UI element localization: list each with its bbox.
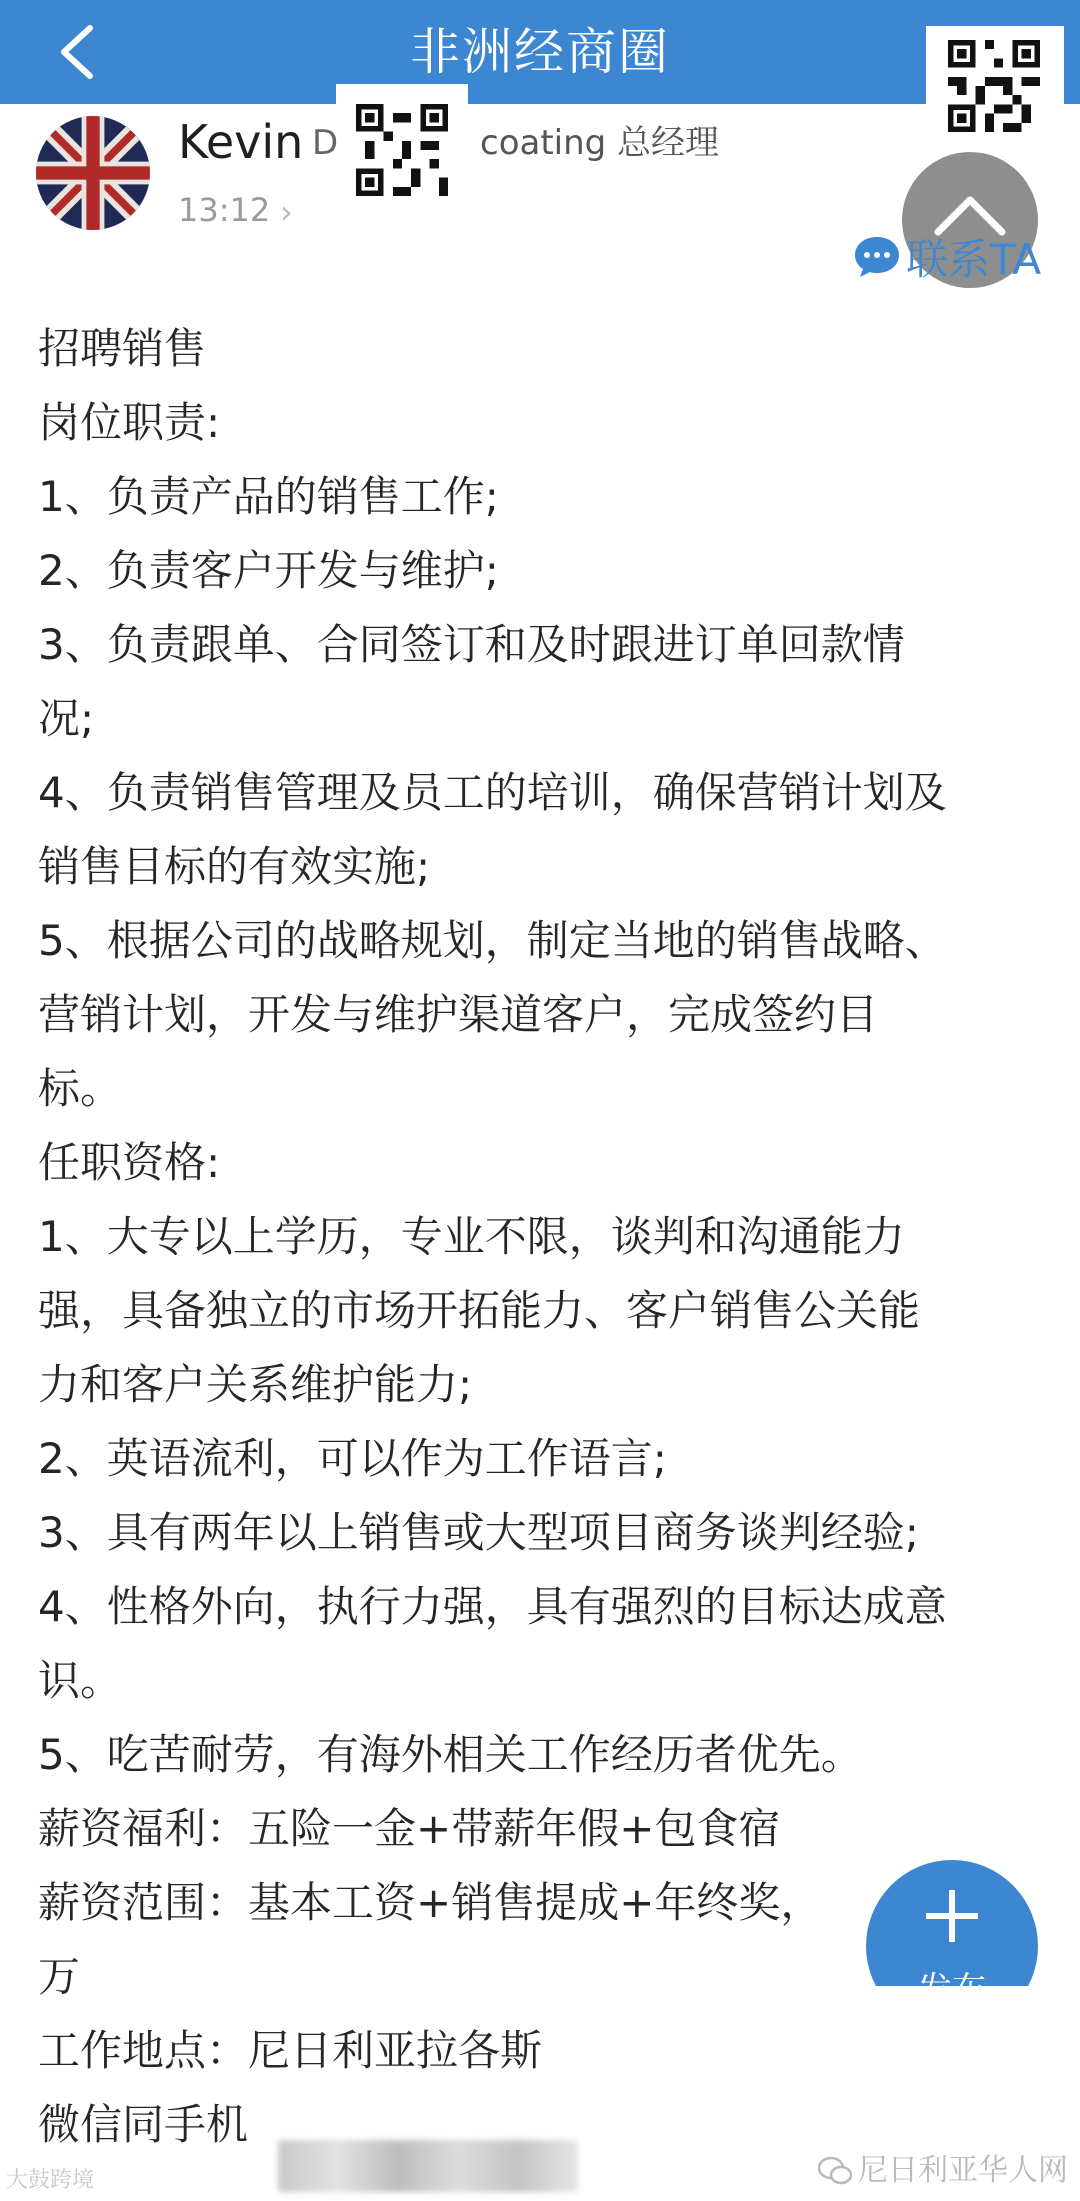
chat-bubble-icon — [852, 234, 902, 280]
author-title: coating 总经理 — [480, 123, 720, 163]
redacted-phone-number — [278, 2140, 578, 2192]
content-line: 5、根据公司的战略规划，制定当地的销售战略、 — [38, 916, 947, 965]
content-line: 招聘销售 — [38, 324, 207, 373]
contact-button[interactable] — [852, 224, 1041, 290]
page-title: 非洲经商圈 — [410, 23, 670, 81]
content-line: 万 — [38, 1952, 81, 2001]
content-line: 微信同手机 — [38, 2100, 249, 2149]
qr-code-image — [336, 84, 468, 214]
content-line: 3、具有两年以上销售或大型项目商务谈判经验; — [38, 1508, 919, 1557]
content-line: 标。 — [38, 1064, 123, 1113]
author-name[interactable]: Kevin — [178, 115, 304, 169]
content-line: 1、大专以上学历，专业不限，谈判和沟通能力 — [38, 1212, 905, 1261]
content-line: 4、负责销售管理及员工的培训，确保营销计划及 — [38, 768, 947, 817]
content-line: 3、负责跟单、合同签订和及时跟进订单回款情 — [38, 620, 905, 669]
content-line: 5、吃苦耐劳，有海外相关工作经历者优先。 — [38, 1730, 863, 1779]
watermark-left: 大鼓跨境 — [6, 2168, 95, 2193]
content-line: 力和客户关系维护能力; — [38, 1360, 473, 1409]
content-line: 销售目标的有效实施; — [38, 842, 431, 891]
watermark-right-label: 尼日利亚华人网 — [858, 2153, 1068, 2188]
content-line: 2、英语流利，可以作为工作语言; — [38, 1434, 667, 1483]
content-line: 2、负责客户开发与维护; — [38, 546, 499, 595]
wechat-icon — [818, 2156, 852, 2186]
author-name-tail: D — [312, 123, 339, 163]
content-line: 薪资福利：五险一金+带薪年假+包食宿 — [38, 1804, 781, 1853]
content-line: 4、性格外向，执行力强，具有强烈的目标达成意 — [38, 1582, 947, 1631]
top-app-bar — [0, 0, 1080, 104]
plus-icon — [924, 1888, 980, 1944]
content-line: 薪资范围：基本工资+销售提成+年终奖， — [38, 1878, 823, 1927]
avatar[interactable] — [36, 116, 150, 230]
content-line: 强，具备独立的市场开拓能力、客户销售公关能 — [38, 1286, 921, 1335]
post-time: 13:12 — [178, 191, 271, 229]
content-line: 营销计划，开发与维护渠道客户，完成签约目 — [38, 990, 879, 1039]
content-line: 岗位职责: — [38, 398, 221, 447]
chevron-right-icon: › — [280, 193, 293, 231]
content-line: 工作地点：尼日利亚拉各斯 — [38, 2026, 543, 2075]
content-line: 识。 — [38, 1656, 123, 1705]
fab-clip-mask — [840, 1986, 1080, 2066]
content-line: 任职资格: — [38, 1138, 221, 1187]
content-line: 况; — [38, 694, 95, 743]
contact-label: 联系TA — [906, 235, 1042, 284]
qr-code-image — [926, 26, 1064, 146]
content-line: 1、负责产品的销售工作; — [38, 472, 499, 521]
watermark-right — [818, 2150, 1068, 2192]
